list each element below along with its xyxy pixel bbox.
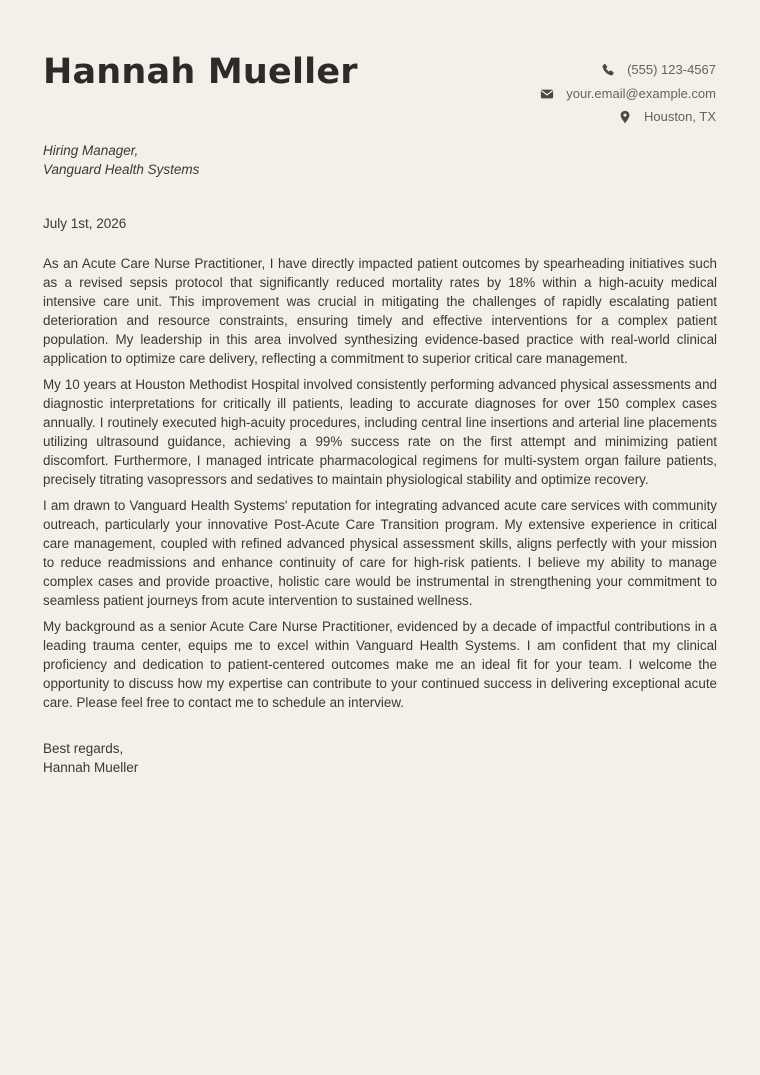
contact-location: Houston, TX [643,109,716,124]
body-paragraph: My background as a senior Acute Care Nurse Practitioner, evidenced by a decade of impactful contributions in a leading trauma center, equips me to excel within Vanguard Health Systems. I am confident that my clinical proficiency and dedication to patient-centered outcomes make me an ideal fit for your team. I welcome the opportunity to discuss how my expertise can contribute to your continued success in delivering exceptional acute care. Please feel free to contact me to schedule an interview. [43,619,717,710]
body-paragraph: My 10 years at Houston Methodist Hospital involved consistently performing advanced physical assessments and diagnostic interpretations for critically ill patients, leading to accurate diagnoses for over 150 complex cases annually. I routinely executed high-acuity procedures, including central line insertions and arterial line placements utilizing ultrasound guidance, achieving a 99% success rate on the first attempt and minimizing patient discomfort. Furthermore, I managed intricate pharmacological regimens for multi-system organ failure patients, precisely titrating vasopressors and sedatives to maintain physiological stability and optimize recovery. [43,377,717,487]
recipient-block [43,141,199,179]
contact-block [540,61,716,132]
contact-location-row [540,108,716,132]
recipient-company: Vanguard Health Systems [43,162,200,177]
closing-block [43,739,138,777]
map-pin-icon [618,110,632,124]
contact-email[interactable]: your.email@example.com [566,85,716,101]
applicant-name: Hannah Mueller [43,52,358,92]
phone-icon [601,63,615,77]
contact-phone-row [540,61,716,85]
envelope-icon [540,87,554,101]
letter-date: July 1st, 2026 [43,216,127,231]
contact-phone[interactable]: (555) 123-4567 [627,62,716,77]
body-paragraph: I am drawn to Vanguard Health Systems' reputation for integrating advanced acute care services with community outreach, particularly your innovative Post-Acute Care Transition program. My extensive experience in critical care management, coupled with refined advanced physical assessment skills, aligns perfectly with your mission to reduce readmissions and enhance continuity of care for high-risk patients. I believe my ability to manage complex cases and provide proactive, holistic care would be instrumental in strengthening your commitment to seamless patient journeys from acute intervention to sustained wellness. [43,498,717,608]
contact-email-row [540,85,716,109]
closing-signature: Hannah Mueller [43,760,139,775]
closing-salutation: Best regards, [43,741,124,756]
body-paragraph: As an Acute Care Nurse Practitioner, I have directly impacted patient outcomes by spearheading initiatives such as a revised sepsis protocol that significantly reduced mortality rates by 18% within a high-acuity medical intensive care unit. This improvement was crucial in mitigating the challenges of rapidly escalating patient deterioration and resource constraints, ensuring timely and effective interventions for a complex patient population. My leadership in this area involved synthesizing evidence-based practice with real-world clinical application to optimize care delivery, reflecting a commitment to superior critical care management. [43,256,717,366]
letter-body [43,254,717,719]
recipient-title: Hiring Manager, [43,143,139,158]
